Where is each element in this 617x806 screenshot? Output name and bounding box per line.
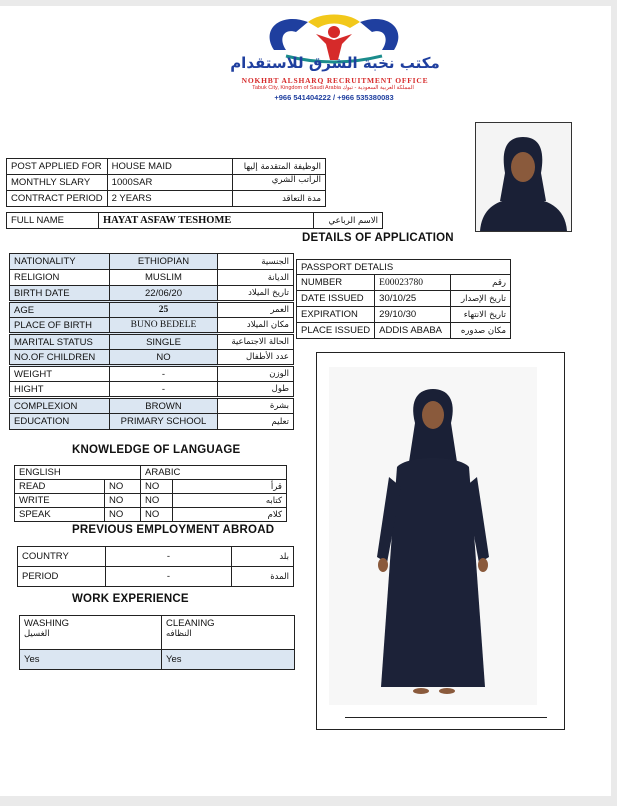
employment-value: - (106, 567, 232, 587)
table-row (20, 650, 295, 670)
personal-value: - (110, 382, 218, 398)
table-row (10, 286, 294, 302)
table-row (7, 213, 383, 229)
work-heading: WORK EXPERIENCE (72, 593, 189, 605)
table-row (7, 175, 326, 191)
passport-label: NUMBER (297, 275, 375, 291)
employment-arabic-label: المدة (232, 567, 294, 587)
table-row (10, 414, 294, 430)
language-english-value: NO (105, 508, 141, 522)
personal-arabic-label: الوزن (218, 366, 294, 382)
personal-value: BUNO BEDELE (110, 318, 218, 334)
personal-arabic-label: تعليم (218, 414, 294, 430)
employment-table (17, 546, 294, 587)
language-arabic-header: ARABIC (141, 466, 287, 480)
table-row (10, 318, 294, 334)
employment-heading: PREVIOUS EMPLOYMENT ABROAD (72, 524, 275, 536)
work-skill-arabic-label: الغسيل (24, 629, 50, 639)
personal-label: PLACE OF BIRTH (10, 318, 110, 334)
job-arabic-label: مدة التعاقد (232, 191, 325, 207)
personal-value: 25 (110, 302, 218, 318)
full-body-photo-frame (316, 352, 565, 730)
full-name-arabic-label: الاسم الرباعي (314, 213, 383, 229)
full-name-value: HAYAT ASFAW TESHOME (99, 213, 314, 229)
table-row (15, 480, 287, 494)
logo-english-text: NOKHBT ALSHARQ RECRUITMENT OFFICE (241, 76, 429, 85)
table-row (20, 616, 295, 650)
table-row (15, 466, 287, 480)
job-value: HOUSE MAID (107, 159, 232, 175)
work-column-header (20, 616, 162, 650)
passport-table (296, 274, 511, 339)
personal-value: NO (110, 350, 218, 366)
employment-arabic-label: بلد (232, 547, 294, 567)
details-heading: DETAILS OF APPLICATION (302, 232, 454, 244)
language-arabic-value: NO (141, 508, 173, 522)
language-skill-label: WRITE (15, 494, 105, 508)
language-table (14, 465, 287, 522)
personal-arabic-label: الحالة الاجتماعية (218, 334, 294, 350)
personal-arabic-label: عدد الأطفال (218, 350, 294, 366)
personal-label: BIRTH DATE (10, 286, 110, 302)
job-value: 1000SAR (107, 175, 232, 191)
job-table (6, 158, 326, 207)
passport-label: EXPIRATION (297, 307, 375, 323)
job-arabic-label: الوظيفة المتقدمة إليها (232, 159, 325, 175)
agency-logo (216, 10, 452, 104)
table-row (10, 254, 294, 270)
language-arabic-label: قرأ (173, 480, 287, 494)
language-heading: KNOWLEDGE OF LANGUAGE (72, 444, 241, 456)
personal-value: PRIMARY SCHOOL (110, 414, 218, 430)
job-value: 2 YEARS (107, 191, 232, 207)
logo-address: Tabuk City, Kingdom of Saudi Arabia المملكة العربية السعودية - تبوك (252, 85, 414, 91)
personal-label: RELIGION (10, 270, 110, 286)
table-row (18, 567, 294, 587)
personal-value: - (110, 366, 218, 382)
person-portrait-icon (476, 123, 571, 231)
personal-value: ETHIOPIAN (110, 254, 218, 270)
work-table (19, 615, 295, 670)
logo-arabic-text: مكتب نخبة الشرق للاستقدام (230, 54, 440, 72)
language-arabic-value: NO (141, 494, 173, 508)
table-row (10, 382, 294, 398)
personal-label: HIGHT (10, 382, 110, 398)
table-row (15, 494, 287, 508)
work-skill-label: WASHING (24, 618, 70, 629)
work-value: Yes (162, 650, 295, 670)
table-row (15, 508, 287, 522)
personal-label: AGE (10, 302, 110, 318)
personal-label: NATIONALITY (10, 254, 110, 270)
cv-page (0, 6, 611, 796)
language-english-header: ENGLISH (15, 466, 141, 480)
passport-value: 30/10/25 (375, 291, 451, 307)
table-row (10, 334, 294, 350)
personal-label: WEIGHT (10, 366, 110, 382)
employment-label: COUNTRY (18, 547, 106, 567)
personal-value: SINGLE (110, 334, 218, 350)
table-row (10, 302, 294, 318)
table-row (297, 323, 511, 339)
work-column-header (162, 616, 295, 650)
language-skill-label: SPEAK (15, 508, 105, 522)
language-arabic-label: كلام (173, 508, 287, 522)
work-skill-arabic-label: النظافه (166, 629, 192, 639)
passport-arabic-label: رقم (451, 275, 511, 291)
personal-arabic-label: طول (218, 382, 294, 398)
personal-table (9, 253, 294, 430)
passport-arabic-label: تاريخ الإصدار (451, 291, 511, 307)
passport-value: E00023780 (375, 275, 451, 291)
work-skill-label: CLEANING (166, 618, 215, 629)
passport-value: ADDIS ABABA (375, 323, 451, 339)
personal-arabic-label: مكان الميلاد (218, 318, 294, 334)
table-row (297, 275, 511, 291)
full-body-photo (329, 367, 537, 705)
passport-arabic-label: مكان صدوره (451, 323, 511, 339)
passport-label: DATE ISSUED (297, 291, 375, 307)
personal-label: NO.OF CHILDREN (10, 350, 110, 366)
table-row (10, 350, 294, 366)
logo-phones: +966 541404222 / +966 535380083 (274, 93, 394, 102)
personal-value: MUSLIM (110, 270, 218, 286)
job-label: CONTRACT PERIOD (7, 191, 108, 207)
photo-underline (345, 717, 547, 718)
work-value: Yes (20, 650, 162, 670)
job-arabic-label: الراتب الشري (232, 175, 325, 191)
language-arabic-label: كتابه (173, 494, 287, 508)
personal-label: EDUCATION (10, 414, 110, 430)
personal-value: 22/06/20 (110, 286, 218, 302)
personal-label: MARITAL STATUS (10, 334, 110, 350)
table-row (297, 291, 511, 307)
job-label: MONTHLY SLARY (7, 175, 108, 191)
employment-value: - (106, 547, 232, 567)
personal-arabic-label: الديانة (218, 270, 294, 286)
personal-arabic-label: العمر (218, 302, 294, 318)
table-row (7, 191, 326, 207)
language-arabic-value: NO (141, 480, 173, 494)
passport-arabic-label: تاريخ الانتهاء (451, 307, 511, 323)
table-row (18, 547, 294, 567)
person-full-body-icon (329, 367, 537, 705)
table-row (7, 159, 326, 175)
table-row (10, 366, 294, 382)
table-row (297, 307, 511, 323)
passport-title: PASSPORT DETALIS (296, 259, 511, 275)
passport-value: 29/10/30 (375, 307, 451, 323)
employment-label: PERIOD (18, 567, 106, 587)
language-english-value: NO (105, 480, 141, 494)
personal-arabic-label: الجنسية (218, 254, 294, 270)
personal-arabic-label: تاريخ الميلاد (218, 286, 294, 302)
table-row (10, 398, 294, 414)
passport-label: PLACE ISSUED (297, 323, 375, 339)
personal-value: BROWN (110, 398, 218, 414)
full-name-label: FULL NAME (7, 213, 99, 229)
full-name-table (6, 212, 383, 229)
language-english-value: NO (105, 494, 141, 508)
personal-label: COMPLEXION (10, 398, 110, 414)
face-photo (475, 122, 572, 232)
personal-arabic-label: بشرة (218, 398, 294, 414)
job-label: POST APPLIED FOR (7, 159, 108, 175)
language-skill-label: READ (15, 480, 105, 494)
table-row (10, 270, 294, 286)
